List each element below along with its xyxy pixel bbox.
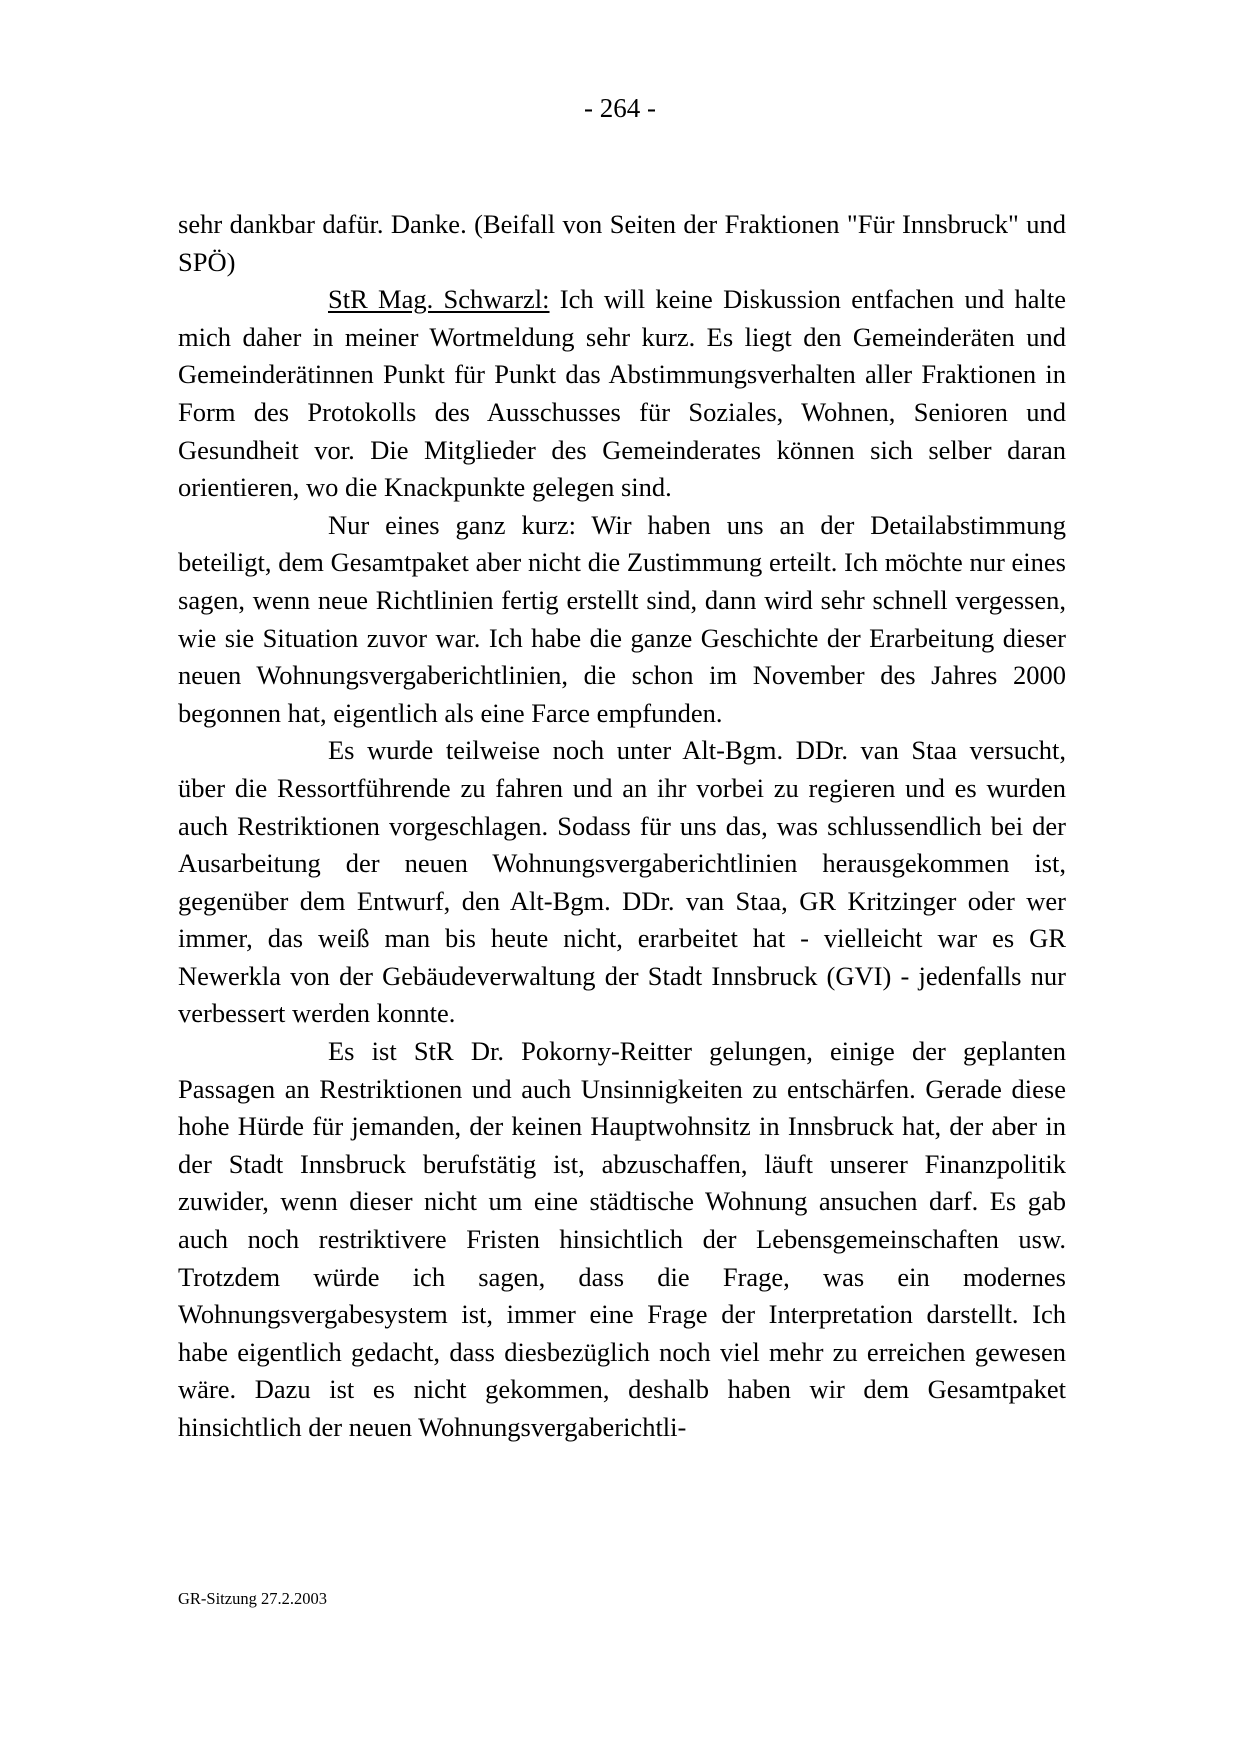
page-number: - 264 - bbox=[584, 93, 656, 123]
document-body bbox=[178, 206, 1066, 1447]
speaker-name: StR Mag. Schwarzl: bbox=[328, 284, 550, 315]
speech-text: Ich will keine Diskussion entfachen und halte mich daher in meiner Wortmeldung sehr kurz. Es liegt den Gemeinderäten und Gemeinderätinnen Punkt für Punkt das Abstimmungsverhalten aller Fraktionen in Form des Protokolls des Ausschusses für Soziales, Wohnen, Senioren und Gesundheit vor. Die Mitglieder des Gemeinderates können sich selber daran orientieren, wo die Knackpunkte gelegen sind. bbox=[178, 284, 1067, 503]
paragraph-restriktionen: Es wurde teilweise noch unter Alt-Bgm. DDr. van Staa versucht, über die Ressortführende zu fahren und an ihr vorbei zu regieren und es wurden auch Restriktionen vorgeschlagen. Sodass für uns das, was schlussendlich bei der Ausarbeitung der neuen Wohnungsvergaberichtlinien herausgekommen ist, gegenüber dem Entwurf, den Alt-Bgm. DDr. van Staa, GR Kritzinger oder wer immer, das weiß man bis heute nicht, erarbeitet hat - vielleicht war es GR Newerkla von der Gebäudeverwaltung der Stadt Innsbruck (GVI) - jedenfalls nur verbessert werden konnte. bbox=[178, 735, 1066, 1029]
footer-session-date: GR-Sitzung 27.2.2003 bbox=[178, 1589, 327, 1608]
paragraph-pokorny-reitter: Es ist StR Dr. Pokorny-Reitter gelungen, einige der geplanten Passagen an Restriktionen und auch Unsinnigkeiten zu entschärfen. Gerade diese hohe Hürde für jemanden, der keinen Hauptwohnsitz in Innsbruck hat, der aber in der Stadt Innsbruck berufstätig ist, abzuschaffen, läuft unserer Finanzpolitik zuwider, wenn dieser nicht um eine städtische Wohnung ansuchen darf. Es gab auch noch restriktivere Fristen hinsichtlich der Lebensgemeinschaften usw. Trotzdem würde ich sagen, dass die Frage, was ein modernes Wohnungsvergabesystem ist, immer eine Frage der Interpretation darstellt. Ich habe eigentlich gedacht, dass diesbezüglich noch viel mehr zu erreichen gewesen wäre. Dazu ist es nicht gekommen, deshalb haben wir dem Gesamtpaket hinsichtlich der neuen Wohnungsvergaberichtli- bbox=[178, 1036, 1066, 1442]
paragraph-continuation: sehr dankbar dafür. Danke. (Beifall von Seiten der Fraktionen "Für Innsbruck" und SPÖ) bbox=[178, 209, 1066, 277]
paragraph-speech-schwarzl bbox=[178, 281, 1066, 507]
paragraph-detailabstimmung: Nur eines ganz kurz: Wir haben uns an der Detailabstimmung beteiligt, dem Gesamtpaket aber nicht die Zustimmung erteilt. Ich möchte nur eines sagen, wenn neue Richtlinien fertig erstellt sind, dann wird sehr schnell vergessen, wie sie Situation zuvor war. Ich habe die ganze Geschichte der Erarbeitung dieser neuen Wohnungsvergaberichtlinien, die schon im November des Jahres 2000 begonnen hat, eigentlich als eine Farce empfunden. bbox=[178, 509, 1066, 728]
